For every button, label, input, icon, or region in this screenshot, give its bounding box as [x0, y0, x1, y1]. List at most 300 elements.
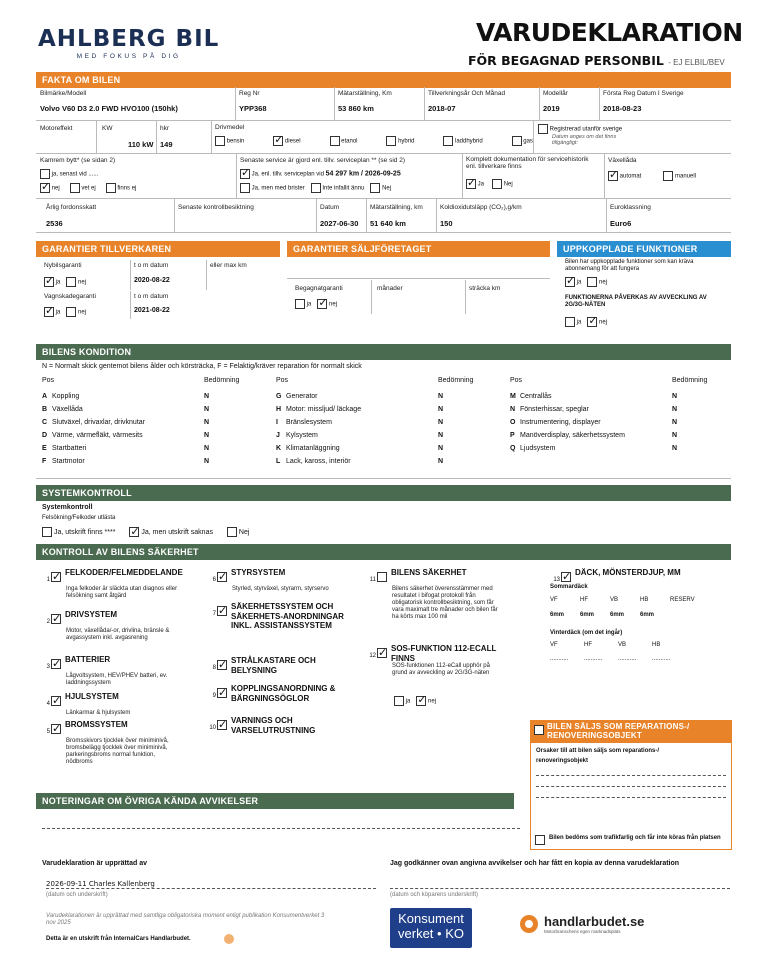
farlig-label: Bilen bedöms som trafikfarlig och får inte köras från platsen	[549, 835, 721, 841]
safety-num: 12	[369, 653, 376, 659]
service-inte-label: Inte infallit ännu	[322, 185, 365, 192]
nyb-label: Nybilsgaranti	[44, 262, 82, 269]
safety-title: HJULSYSTEM	[65, 692, 119, 701]
safety-checkbox-1[interactable]	[51, 572, 61, 582]
nyb-nej-checkbox[interactable]	[66, 277, 76, 287]
kamrem-vet-option[interactable]	[70, 183, 96, 193]
uppk-ja-option[interactable]	[565, 277, 581, 287]
tire-col-vf: VF	[550, 597, 558, 603]
cond-item-b: Växellåda	[52, 406, 83, 413]
safety-desc: Styrled, styrväxel, styrarm, styrservo	[232, 586, 329, 592]
safety-checkbox-12[interactable]	[377, 648, 387, 658]
sos-ja-option[interactable]	[394, 696, 410, 706]
skatt-label: Årlig fordonsskatt	[46, 204, 97, 211]
sign-right-label: Jag godkänner ovan angivna avvikelser och har fått en kopia av denna varudeklaration	[390, 860, 680, 867]
cond-item-o: Instrumentering, displayer	[520, 419, 601, 426]
safety-num: 9	[212, 693, 216, 699]
system-opt2-label: Ja, men utskrift saknas	[141, 528, 213, 536]
sign-left-sub: (datum och underskrift)	[46, 892, 108, 898]
laddhybrid-checkbox[interactable]	[443, 136, 453, 146]
uppk-nej-option[interactable]	[587, 277, 607, 287]
uppk-ja-checkbox[interactable]	[565, 277, 575, 287]
cond-item-h: Motor: missljud/ läckage	[286, 406, 362, 413]
modellar-value: 2019	[543, 104, 560, 113]
cond-pos-g: G	[276, 393, 282, 400]
kv-line1: Konsument	[398, 911, 464, 926]
cond-pos-n: N	[510, 406, 516, 413]
sakerhet-header: KONTROLL AV BILENS SÄKERHET	[36, 544, 731, 560]
system-opt3-checkbox[interactable]	[227, 527, 237, 537]
kamrem-options	[40, 183, 136, 193]
safety-checkbox-8[interactable]	[217, 660, 227, 670]
vinter-label: Vinterdäck (om det ingår)	[550, 630, 623, 636]
sos-nej-checkbox[interactable]	[416, 696, 426, 706]
cond-pos-q: Q	[510, 445, 516, 452]
euro-label: Euroklassning	[610, 204, 651, 211]
cond-pos-l: L	[276, 458, 281, 465]
uppk-header: UPPKOPPLADE FUNKTIONER	[557, 241, 731, 257]
gas-checkbox[interactable]	[512, 136, 522, 146]
sign-left-value[interactable]: 2026-09-11 Charles Kallenberg	[46, 880, 376, 889]
cond-item-p: Manöverdisplay, säkerhetssystem	[520, 432, 625, 439]
dok-options	[466, 179, 513, 189]
safety-num: 2	[46, 619, 50, 625]
pos-label-1: Pos	[42, 377, 55, 384]
etanol-label: etanol	[341, 138, 358, 145]
safety-title: DRIVSYSTEM	[65, 610, 118, 619]
reg-utanfor-checkbox[interactable]	[538, 124, 548, 134]
cond-item-l: Lack, kaross, interiör	[286, 458, 351, 465]
reparation-header: BILEN SÄLJS SOM REPARATIONS-/ RENOVERINGSOBJEKT	[547, 722, 690, 740]
cond-pos-j: J	[276, 432, 280, 439]
cond-rating-o: N	[672, 419, 678, 426]
safety-item-6	[206, 568, 356, 593]
beg-ja-label: ja	[306, 301, 312, 308]
beg-nej-option[interactable]	[317, 299, 337, 309]
safety-checkbox-6[interactable]	[217, 572, 227, 582]
beg-ja-option[interactable]	[295, 299, 311, 309]
matar-value: 53 860 km	[338, 104, 374, 113]
safety-desc: Bilens säkerhet överensstämmer med resultatet i bifogat protokoll från obligatorisk kontrollbesiktning, som får vara maximalt tre månader och bilen får ha körts max 100 mil	[392, 586, 498, 620]
tire2-col-vf: VF	[550, 642, 558, 648]
doc-subtitle-note: - EJ ELBIL/BEV	[668, 58, 725, 67]
kamrem-vet-checkbox[interactable]	[70, 183, 80, 193]
cond-rating-m: N	[672, 393, 678, 400]
bilmarke-value: Volvo V60 D3 2.0 FWD HVO100 (150hk)	[40, 104, 178, 113]
service-brister-label: Ja, men med brister	[251, 185, 305, 192]
vagn-ja-option[interactable]	[44, 307, 60, 317]
cond-pos-a: A	[42, 393, 48, 400]
beg-ja-checkbox[interactable]	[295, 299, 305, 309]
sign-left-label: Varudeklaration är upprättad av	[42, 860, 148, 867]
bensin-label: bensin	[226, 138, 245, 145]
notering-header: NOTERINGAR OM ÖVRIGA KÄNDA AVVIKELSER	[36, 793, 514, 809]
safety-desc: Motor, växellåda/-or, drivlina, bränsle & avgassystem inkl. avgasrening	[66, 628, 170, 641]
tire-val-vb: 6mm	[610, 612, 625, 618]
hybrid-label: hybrid	[398, 138, 415, 145]
tire-col-hf: HF	[580, 597, 588, 603]
foot-note: Varudeklarationen är upprättad med samtliga obligatoriska moment enligt publikation Konsumentverket 3 nov 2025	[46, 913, 325, 926]
system-opt2[interactable]	[129, 527, 213, 537]
uppk-nej-checkbox[interactable]	[587, 277, 597, 287]
vaxel-man-checkbox[interactable]	[663, 171, 673, 181]
sign-right-sub: (datum och köparens underskrift)	[390, 892, 479, 898]
service-brister-option[interactable]	[240, 183, 305, 193]
bensin-checkbox[interactable]	[215, 136, 225, 146]
fuel-diesel[interactable]	[273, 136, 300, 146]
uppk2-ja-option[interactable]	[565, 317, 581, 327]
kamrem-finns-checkbox[interactable]	[106, 183, 116, 193]
dok-nej-option[interactable]	[492, 179, 513, 189]
pos-label-3: Pos	[510, 377, 523, 384]
vagn-ja-label: ja	[55, 309, 61, 316]
safety-item-3	[40, 655, 190, 687]
system-opt1-checkbox[interactable]	[42, 527, 52, 537]
cond-item-i: Bränslesystem	[286, 419, 332, 426]
vagn-date: 2021-08-22	[134, 307, 170, 314]
tire2-val-vf: ...........	[550, 656, 569, 662]
kamrem-nej-checkbox[interactable]	[40, 183, 50, 193]
safety-num: 13	[553, 577, 560, 583]
cond-item-g: Generator	[286, 393, 318, 400]
beg-options	[295, 299, 337, 309]
cond-pos-d: D	[42, 432, 48, 439]
safety-checkbox-11[interactable]	[377, 572, 387, 582]
safety-item-8	[206, 656, 356, 675]
cond-pos-c: C	[42, 419, 48, 426]
brand-tagline: MED FOKUS PÅ DIG	[76, 53, 181, 60]
kamrem-nej-option[interactable]	[40, 183, 60, 193]
kamrem-finns-label: finns ej	[117, 185, 137, 192]
vaxel-options	[608, 171, 696, 181]
sos-options	[394, 696, 436, 706]
reg-utanfor-note: Datum anges om det finns tillgängligt:	[552, 134, 617, 147]
reparation-text: Orsaker till att bilen säljs som reparations-/ renoveringsobjekt	[536, 747, 660, 764]
nyb-date: 2020-08-22	[134, 277, 170, 284]
safety-item-10	[206, 716, 356, 735]
kamrem-ja-label: ja, senast vid ......	[51, 171, 99, 178]
safety-checkbox-13[interactable]	[561, 572, 571, 582]
drivmedel-label: Drivmedel	[215, 124, 245, 131]
handlarbudet-icon	[520, 915, 538, 933]
safety-item-1	[40, 568, 190, 600]
tire-col-reserv: RESERV	[670, 597, 695, 603]
farlig-checkbox[interactable]	[535, 835, 545, 845]
co2-label: Koldioxidutsläpp (CO₂),g/km	[440, 204, 522, 211]
cond-pos-i: I	[276, 419, 278, 426]
safety-title: STRÅLKASTARE OCH BELYSNING	[231, 656, 316, 675]
cond-rating-g: N	[438, 393, 444, 400]
cond-pos-f: F	[42, 458, 47, 465]
garanti-s-section	[287, 256, 550, 320]
uppk-text2: FUNKTIONERNA PÅVERKAS AV AVVECKLING AV 2G/3G-NÄTEN	[565, 295, 707, 308]
safety-title: SOS-FUNKTION 112-ECALL FINNS	[391, 644, 497, 663]
uppk2-nej-option[interactable]	[587, 317, 607, 327]
cond-item-m: Centrallås	[520, 393, 552, 400]
nyb-tom-label: t o m datum	[134, 262, 169, 269]
vaxel-man-option[interactable]	[663, 171, 696, 181]
safety-checkbox-3[interactable]	[51, 659, 61, 669]
cond-item-n: Fönsterhissar, speglar	[520, 406, 589, 413]
vagn-nej-label: nej	[78, 309, 87, 316]
handlarbudet-sub: Motorbranschens egen marknadsplats	[544, 929, 621, 934]
system-opt3-label: Nej	[238, 528, 250, 536]
service-label: Senaste service är gjord enl. tillv. serviceplan ** (se sid 2)	[240, 157, 405, 164]
hkr-value: 149	[160, 140, 173, 149]
fuel-hybrid[interactable]	[386, 136, 414, 146]
service-brister-checkbox[interactable]	[240, 183, 250, 193]
vagn-options	[44, 307, 86, 317]
safety-desc: Länkarmar & hjulsystem	[66, 710, 131, 716]
tillv-label: Tillverkningsår Och Månad	[428, 90, 506, 97]
vagn-ja-checkbox[interactable]	[44, 307, 54, 317]
hkr-label: hkr	[160, 125, 170, 132]
safety-num: 6	[212, 577, 216, 583]
vagn-nej-checkbox[interactable]	[66, 307, 76, 317]
dok-ja-label: Ja	[477, 181, 485, 188]
cond-item-c: Slutväxel, drivaxlar, drivknutar	[52, 419, 145, 426]
uppk2-options	[565, 317, 607, 327]
brand-logo	[38, 26, 219, 60]
system-options	[42, 527, 249, 537]
cond-rating-q: N	[672, 445, 678, 452]
safety-title: STYRSYSTEM	[231, 568, 286, 577]
bed-label-3: Bedömning	[672, 377, 708, 384]
garanti-s-header: GARANTIER SÄLJFÖRETAGET	[287, 241, 550, 257]
nyb-ja-option[interactable]	[44, 277, 60, 287]
service-inte-checkbox[interactable]	[311, 183, 321, 193]
sos-nej-label: nej	[428, 698, 437, 705]
kamrem-nej-label: nej	[51, 185, 60, 192]
safety-desc: Inga felkoder är släckta utan diagnos eller felsökning samt åtgärd	[66, 586, 178, 599]
kamrem-ja-option[interactable]	[40, 169, 98, 179]
nyb-options	[44, 277, 86, 287]
kamrem-vet-label: vet ej	[81, 185, 96, 192]
nyb-nej-option[interactable]	[66, 277, 86, 287]
vagn-nej-option[interactable]	[66, 307, 86, 317]
safety-num: 10	[209, 725, 216, 731]
tire2-col-hf: HF	[584, 642, 592, 648]
gas-label: gas	[523, 138, 533, 145]
sign-right-line[interactable]	[390, 888, 730, 889]
safety-item-2	[40, 610, 190, 642]
safety-num: 3	[46, 664, 50, 670]
cond-rating-d: N	[204, 432, 210, 439]
kw-label: KW	[102, 125, 113, 132]
tire-val-vf: 6mm	[550, 612, 565, 618]
kamrem-ja-checkbox[interactable]	[40, 169, 50, 179]
safety-checkbox-9[interactable]	[217, 688, 227, 698]
safety-checkbox-10[interactable]	[217, 720, 227, 730]
safety-checkbox-5[interactable]	[51, 724, 61, 734]
system-opt1[interactable]	[42, 527, 115, 537]
cond-pos-k: K	[276, 445, 282, 452]
system-sub: Felsökning/Felkoder utlästa	[42, 515, 116, 521]
cond-rating-l: N	[438, 458, 444, 465]
vaxel-auto-checkbox[interactable]	[608, 171, 618, 181]
vaxel-label: Växellåda	[608, 157, 637, 164]
safety-num: 11	[369, 577, 376, 583]
vagn-tom-label: t o m datum	[134, 293, 169, 300]
modellar-label: Modellår	[543, 90, 568, 97]
etanol-checkbox[interactable]	[330, 136, 340, 146]
safety-title: BROMSSYSTEM	[65, 720, 128, 729]
fuel-laddhybrid[interactable]	[443, 136, 482, 146]
service-nej-label: Nej	[382, 185, 392, 192]
safety-title: SÄKERHETSSYSTEM OCH SÄKERHETS-ANORDNINGAR INKL. ASSISTANSSYSTEM	[231, 602, 344, 631]
service-value: 54 297 km / 2026-09-25	[325, 170, 401, 178]
beg-nej-label: nej	[329, 301, 338, 308]
safety-checkbox-2[interactable]	[51, 614, 61, 624]
tire2-val-hf: ...........	[584, 656, 603, 662]
safety-item-11	[366, 568, 516, 620]
service-ja-checkbox[interactable]	[240, 169, 250, 179]
safety-title: VARNINGS OCH VARSELUTRUSTNING	[231, 716, 316, 735]
system-opt3[interactable]	[227, 527, 249, 537]
fakta-section	[36, 87, 731, 233]
man-label: månader	[377, 285, 403, 292]
tire-cols2	[550, 642, 686, 649]
handlarbudet-logo	[520, 914, 644, 934]
safety-title: BATTERIER	[65, 655, 111, 664]
cond-pos-e: E	[42, 445, 47, 452]
reparation-checkbox[interactable]	[534, 725, 544, 735]
tire2-val-hb: ...........	[652, 656, 671, 662]
kondition-section	[36, 359, 731, 479]
safety-desc: SOS-funktionen 112-eCall upphör på grund av avveckling av 2G/3G-näten	[392, 663, 490, 677]
beg-label: Begagnatgaranti	[295, 285, 343, 292]
matar2-label: Mätarställning, km	[370, 204, 423, 211]
matar-label: Mätarställning, Km	[338, 90, 392, 97]
tire-val-hb: 6mm	[640, 612, 655, 618]
diesel-label: diesel	[284, 138, 301, 145]
notering-line[interactable]	[42, 828, 520, 829]
kamrem-finns-option[interactable]	[106, 183, 137, 193]
tire2-val-vb: ...........	[618, 656, 637, 662]
cond-rating-e: N	[204, 445, 210, 452]
safety-item-4	[40, 692, 190, 717]
safety-desc: Bromsskivors tjocklek över miniminivå, bromsbelägg tjocklek över miniminivå, parkeringsbroms normal funktion, nödbroms	[66, 738, 169, 765]
fuel-options	[215, 136, 533, 146]
doc-subtitle: FÖR BEGAGNAD PERSONBIL	[468, 53, 664, 68]
cond-pos-h: H	[276, 406, 282, 413]
uppk-ja-label: ja	[576, 279, 582, 286]
cond-pos-b: B	[42, 406, 48, 413]
hybrid-checkbox[interactable]	[386, 136, 396, 146]
cond-pos-p: P	[510, 432, 515, 439]
safety-item-7	[206, 602, 356, 631]
nyb-ja-label: ja	[55, 279, 61, 286]
brand-name: AHLBERG BIL	[38, 26, 220, 52]
sos-ja-label: ja	[405, 698, 411, 705]
service-ja-option[interactable]	[240, 169, 401, 179]
safety-item-12	[366, 644, 516, 677]
tire-vals	[550, 612, 670, 619]
fakta-header: FAKTA OM BILEN	[36, 72, 731, 88]
safety-checkbox-4[interactable]	[51, 696, 61, 706]
safety-title: BILENS SÄKERHET	[391, 568, 467, 577]
diesel-checkbox[interactable]	[273, 136, 283, 146]
dok-ja-option[interactable]	[466, 179, 484, 189]
fuel-bensin[interactable]	[215, 136, 244, 146]
system-title: Systemkontroll	[42, 504, 93, 511]
safety-num: 8	[212, 665, 216, 671]
cond-item-f: Startmotor	[52, 458, 85, 465]
tillv-value: 2018-07	[428, 104, 456, 113]
pos-label-2: Pos	[276, 377, 289, 384]
system-opt1-label: Ja, utskrift finns ****	[53, 528, 116, 536]
tire-val-hf: 6mm	[580, 612, 595, 618]
nyb-ja-checkbox[interactable]	[44, 277, 54, 287]
safety-title: FELKODER/FELMEDDELANDE	[65, 568, 183, 577]
cond-rating-n: N	[672, 406, 678, 413]
cond-rating-i: N	[438, 419, 444, 426]
safety-item-9	[206, 684, 356, 703]
service-nej-checkbox[interactable]	[370, 183, 380, 193]
forsta-label: Första Reg Datum I Sverige	[603, 90, 684, 97]
fuel-etanol[interactable]	[330, 136, 358, 146]
bed-label-1: Bedömning	[204, 377, 240, 384]
forsta-value: 2018-08-23	[603, 104, 642, 113]
matar2-value: 51 640 km	[370, 219, 406, 228]
besikt-label: Senaste kontrollbesiktning	[178, 204, 254, 211]
tire2-col-hb: HB	[652, 642, 661, 648]
regnr-value: YPP368	[239, 104, 267, 113]
datum-label: Datum	[320, 204, 340, 211]
uppk2-ja-label: ja	[576, 319, 582, 326]
tire-cols	[550, 597, 704, 604]
safety-item-5	[40, 720, 190, 766]
uppk-text: Bilen har uppkopplade funktioner som kan kräva abonnemang för att fungera	[565, 259, 694, 272]
tire-col-vb: VB	[610, 597, 619, 603]
reg-utanfor	[538, 124, 728, 147]
uppk2-ja-checkbox[interactable]	[565, 317, 575, 327]
cond-pos-o: O	[510, 419, 516, 426]
nyb-max-label: eller max km	[210, 262, 247, 269]
service-options	[240, 183, 391, 193]
tire-col-hb: HB	[640, 597, 649, 603]
safety-checkbox-7[interactable]	[217, 606, 227, 616]
beg-nej-checkbox[interactable]	[317, 299, 327, 309]
dok-nej-checkbox[interactable]	[492, 179, 502, 189]
cond-rating-k: N	[438, 445, 444, 452]
vaxel-auto-option[interactable]	[608, 171, 641, 181]
cond-item-a: Koppling	[52, 393, 80, 400]
dok-label: Komplett dokumentation för servicehistorik enl. tillverkare finns	[466, 156, 589, 170]
nyb-nej-label: nej	[78, 279, 87, 286]
safety-desc: Lågvoltsystem, HEV/PHEV batteri, ev. laddningssystem	[66, 673, 168, 686]
system-opt2-checkbox[interactable]	[129, 527, 139, 537]
service-inte-option[interactable]	[311, 183, 365, 193]
uppk2-nej-label: nej	[599, 319, 608, 326]
skatt-value: 2536	[46, 219, 63, 228]
cond-item-d: Värme, värmefläkt, värmesits	[52, 432, 143, 439]
uppk2-nej-checkbox[interactable]	[587, 317, 597, 327]
kamrem-label: Kamrem bytt* (se sidan 2)	[40, 157, 116, 164]
reparation-farlig[interactable]	[535, 835, 727, 845]
service-nej-option[interactable]	[370, 183, 391, 193]
fuel-gas[interactable]	[512, 136, 533, 146]
uppk-nej-label: nej	[599, 279, 608, 286]
str-label: sträcka km	[469, 285, 501, 292]
cond-item-k: Klimatanläggning	[286, 445, 340, 452]
safety-num: 5	[46, 729, 50, 735]
garanti-t-section	[36, 256, 280, 320]
cond-rating-f: N	[204, 458, 210, 465]
sos-ja-checkbox[interactable]	[394, 696, 404, 706]
sos-nej-option[interactable]	[416, 696, 436, 706]
dok-ja-checkbox[interactable]	[466, 179, 476, 189]
